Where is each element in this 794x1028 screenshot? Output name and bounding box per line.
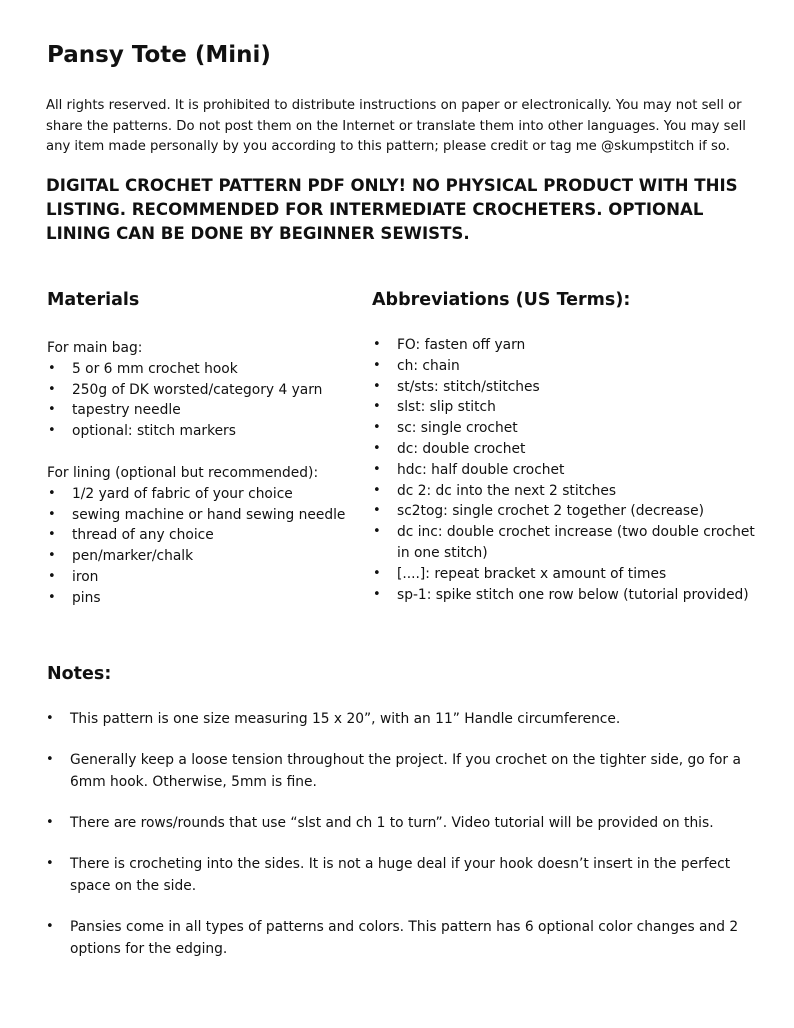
bullet-icon: • xyxy=(48,506,56,522)
bullet-icon: • xyxy=(48,423,56,439)
bullet-icon: • xyxy=(373,461,381,477)
bullet-icon: • xyxy=(48,568,56,584)
lining-list xyxy=(47,484,357,609)
bullet-icon: • xyxy=(373,420,381,436)
notes-section xyxy=(47,708,752,979)
list-item: • st/sts: stitch/stitches xyxy=(372,377,767,398)
list-item: • [....]: repeat bracket x amount of times xyxy=(372,564,767,585)
list-item: • sewing machine or hand sewing needle xyxy=(47,505,357,526)
bullet-icon: • xyxy=(46,711,54,726)
bullet-icon: • xyxy=(48,527,56,543)
list-item: • iron xyxy=(47,567,357,588)
list-item: • sc2tog: single crochet 2 together (decrease) xyxy=(372,501,767,522)
list-item: • 5 or 6 mm crochet hook xyxy=(47,359,357,380)
list-item: • sp-1: spike stitch one row below (tutorial provided) xyxy=(372,585,767,606)
list-item: • ch: chain xyxy=(372,356,767,377)
bullet-icon: • xyxy=(373,565,381,581)
list-item: • thread of any choice xyxy=(47,525,357,546)
list-item: • optional: stitch markers xyxy=(47,421,357,442)
list-item: • This pattern is one size measuring 15 x 20”, with an 11” Handle circumference. xyxy=(47,708,752,730)
abbreviations-list xyxy=(372,335,767,605)
list-item: • pen/marker/chalk xyxy=(47,546,357,567)
bullet-icon: • xyxy=(48,381,56,397)
rights-notice: All rights reserved. It is prohibited to distribute instructions on paper or electronically. You may not sell or share the patterns. Do not post them on the Internet or translate them into other languages. You may sell any item made personally by you according to this pattern; please credit or tag me @skumpstitch if so. xyxy=(46,98,746,154)
list-item: • dc inc: double crochet increase (two double crochet in one stitch) xyxy=(373,524,755,561)
list-item: • 250g of DK worsted/category 4 yarn xyxy=(47,380,357,401)
list-item: • Pansies come in all types of patterns and colors. This pattern has 6 optional color changes and 2 options for the edging. xyxy=(47,916,752,960)
abbreviations-heading: Abbreviations (US Terms): xyxy=(372,290,631,310)
main-bag-label: For main bag: xyxy=(47,340,143,356)
bullet-icon: • xyxy=(373,357,381,373)
bullet-icon: • xyxy=(373,337,381,352)
abbreviations-section xyxy=(372,335,767,605)
list-item: • There is crocheting into the sides. It is not a huge deal if your hook doesn’t insert in the perfect space on the side. xyxy=(47,853,752,897)
main-bag-list xyxy=(47,359,357,442)
list-item: • 1/2 yard of fabric of your choice xyxy=(47,484,357,505)
bullet-icon: • xyxy=(373,524,381,540)
bullet-icon: • xyxy=(373,378,381,394)
bullet-icon: • xyxy=(48,485,56,501)
list-item: • There are rows/rounds that use “slst and ch 1 to turn”. Video tutorial will be provided on this. xyxy=(47,812,752,834)
bullet-icon: • xyxy=(373,440,381,456)
bullet-icon: • xyxy=(48,548,56,564)
bullet-icon: • xyxy=(373,482,381,498)
bullet-icon: • xyxy=(46,752,54,767)
notes-list xyxy=(47,708,752,960)
list-item: • pins xyxy=(47,588,357,609)
bullet-icon: • xyxy=(48,360,56,376)
notes-heading: Notes: xyxy=(47,664,112,684)
lining-label: For lining (optional but recommended): xyxy=(47,464,319,481)
list-item: • slst: slip stitch xyxy=(372,397,767,418)
materials-heading: Materials xyxy=(47,290,140,310)
list-item: • Generally keep a loose tension throughout the project. If you crochet on the tighter side, go for a 6mm hook. Otherwise, 5mm is fine. xyxy=(47,749,752,793)
digital-only-notice: DIGITAL CROCHET PATTERN PDF ONLY! NO PHYSICAL PRODUCT WITH THIS LISTING. RECOMMENDED FOR INTERMEDIATE CROCHETERS. OPTIONAL LINING CAN BE DONE BY BEGINNER SEWISTS. xyxy=(46,176,738,243)
bullet-icon: • xyxy=(48,589,56,605)
bullet-icon: • xyxy=(46,815,54,830)
bullet-icon: • xyxy=(46,919,54,934)
bullet-icon: • xyxy=(373,399,381,415)
list-item: • hdc: half double crochet xyxy=(372,460,767,481)
list-item: • dc: double crochet xyxy=(372,439,767,460)
bullet-icon: • xyxy=(373,586,381,602)
list-item: • tapestry needle xyxy=(47,400,357,421)
bullet-icon: • xyxy=(46,856,54,871)
page-title: Pansy Tote (Mini) xyxy=(47,42,271,68)
materials-section xyxy=(47,338,357,609)
bullet-icon: • xyxy=(48,402,56,418)
list-item: • FO: fasten off yarn xyxy=(372,335,767,356)
bullet-icon: • xyxy=(373,503,381,519)
list-item: • sc: single crochet xyxy=(372,418,767,439)
list-item: • dc 2: dc into the next 2 stitches xyxy=(372,481,767,502)
